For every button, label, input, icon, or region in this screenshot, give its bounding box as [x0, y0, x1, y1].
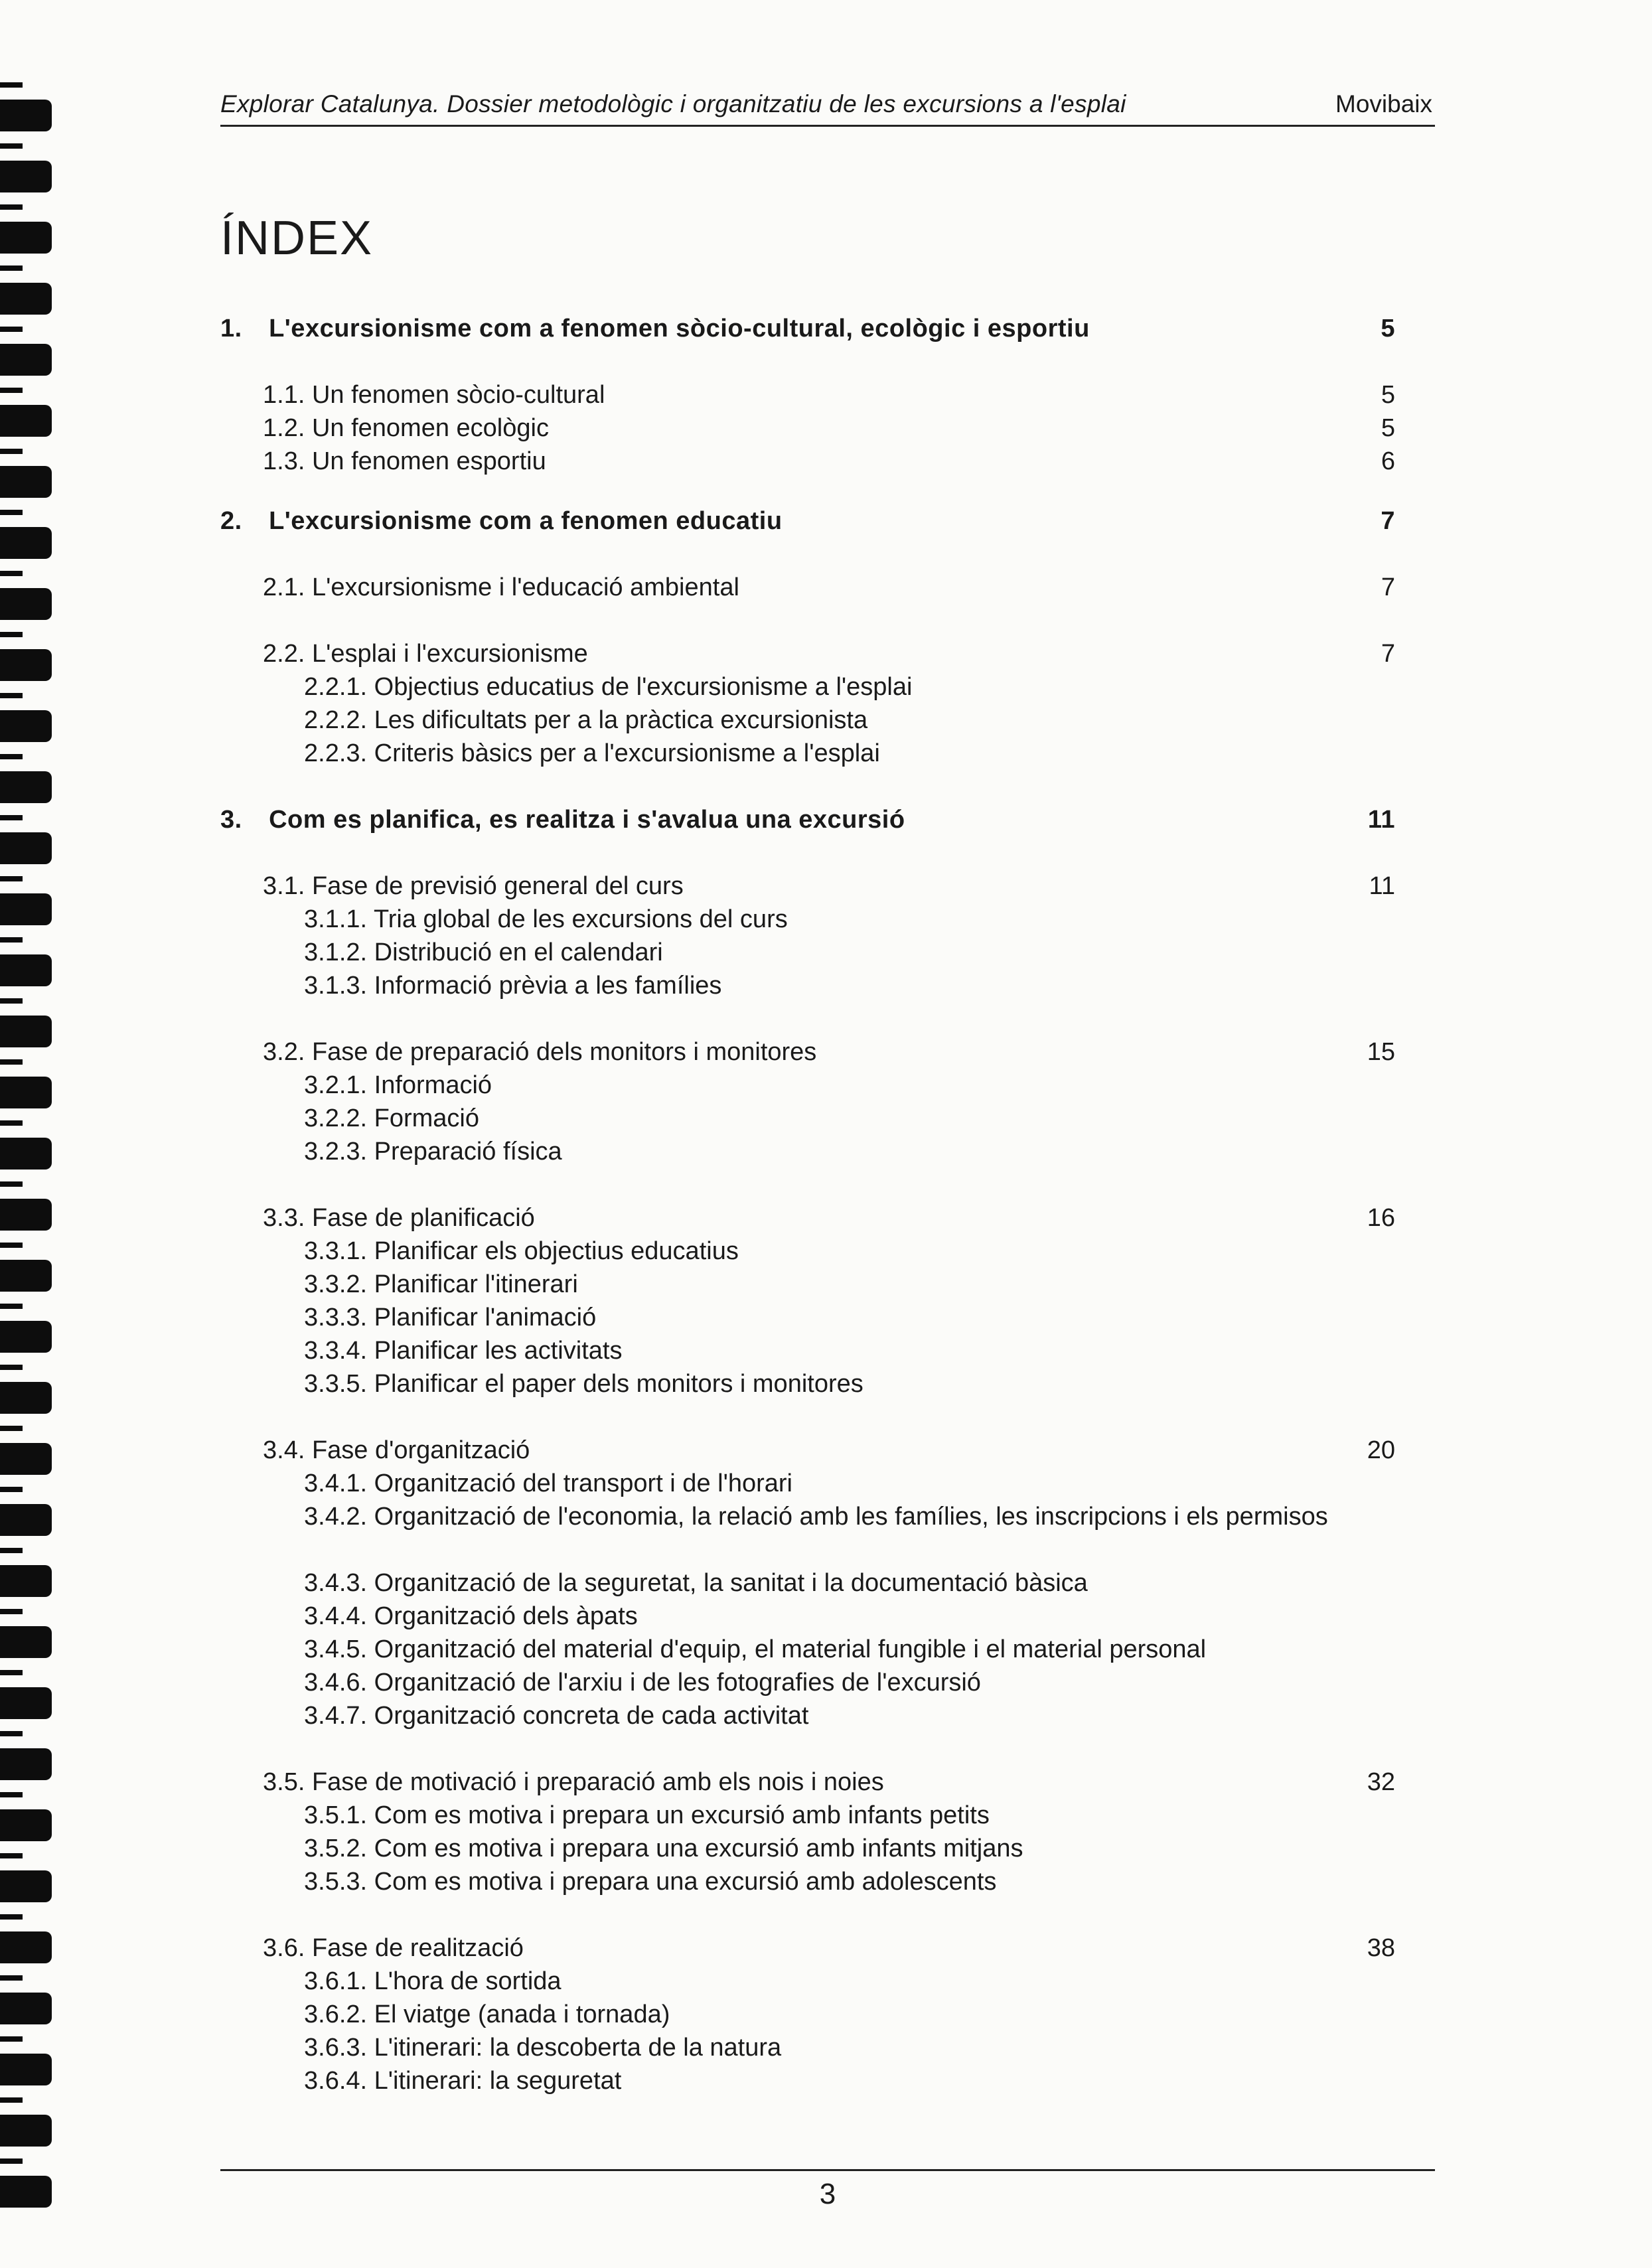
toc-entry-title: Planificar l'itinerari [374, 1270, 578, 1298]
toc-entry [220, 1865, 1375, 1898]
spiral-binding [0, 0, 60, 2268]
binding-ring [0, 1199, 52, 1231]
toc-entry [220, 1766, 1395, 1799]
toc-entry-title: Informació [374, 1071, 492, 1099]
toc-entry [220, 445, 1395, 478]
binding-ring [0, 161, 52, 192]
toc-entry-number: 3.3.5. [304, 1370, 368, 1398]
toc-entry-title: L'excursionisme com a fenomen educatiu [269, 507, 783, 535]
binding-ring [0, 527, 52, 559]
toc-entry [220, 803, 1395, 836]
binding-ring [0, 710, 52, 742]
binding-ring [0, 771, 52, 803]
toc-entry-title: Criteris bàsics per a l'excursionisme a l'esplai [374, 739, 880, 767]
toc-entry-number: 2.2.1. [304, 673, 368, 701]
toc-entry [220, 1699, 1375, 1732]
binding-ring [0, 1504, 52, 1536]
toc-entry [220, 903, 1375, 936]
binding-ring [0, 1138, 52, 1170]
toc-entry-title: Organització concreta de cada activitat [374, 1702, 809, 1730]
toc-entry-number: 3.4.6. [304, 1669, 368, 1697]
toc-entry-page: 7 [1381, 507, 1395, 535]
toc-entry-title: L'esplai i l'excursionisme [311, 640, 588, 668]
toc-entry [220, 1566, 1375, 1600]
binding-ring [0, 893, 52, 925]
toc-entry-number: 3.2.3. [304, 1138, 368, 1166]
toc-entry-title: Organització del transport i de l'horari [374, 1470, 792, 1497]
toc-entry-page: 11 [1369, 872, 1395, 900]
toc-entry-number: 2.2. [263, 640, 305, 668]
toc-entry [220, 637, 1395, 670]
toc-entry-title: Distribució en el calendari [374, 939, 663, 966]
toc-entry-title: Organització dels àpats [374, 1602, 638, 1630]
toc-entry [220, 1633, 1375, 1666]
page-title: ÍNDEX [220, 212, 374, 265]
toc-entry [220, 1998, 1375, 2031]
page-number: 3 [819, 2178, 836, 2210]
toc-entry-title: Com es planifica, es realitza i s'avalua una excursió [269, 806, 905, 834]
toc-entry-title: Com es motiva i prepara una excursió amb infants mitjans [374, 1835, 1023, 1862]
toc-entry [220, 2064, 1375, 2097]
toc-entry [220, 1334, 1375, 1367]
toc-entry-number: 2.1. [263, 573, 305, 601]
toc-entry-page: 11 [1367, 806, 1395, 834]
toc-entry-number: 3.2.2. [304, 1104, 368, 1132]
binding-ring [0, 1260, 52, 1292]
toc-entry-number: 3.2. [263, 1038, 305, 1066]
toc-entry-number: 3.5.3. [304, 1868, 368, 1896]
toc-entry [220, 1102, 1375, 1135]
toc-entry-number: 3.3.1. [304, 1237, 368, 1265]
toc-entry-title: El viatge (anada i tornada) [374, 2001, 670, 2028]
binding-ring [0, 2115, 52, 2147]
toc-entry-number: 3.6.2. [304, 2001, 368, 2028]
toc-entry-title: Com es motiva i prepara un excursió amb infants petits [374, 1801, 990, 1829]
toc-entry-number: 3.3.4. [304, 1337, 368, 1365]
toc-entry-number: 1. [220, 315, 242, 342]
toc-entry-number: 3.5.1. [304, 1801, 368, 1829]
toc-entry-number: 3.6.1. [304, 1967, 368, 1995]
toc-entry-number: 1.3. [263, 447, 305, 475]
toc-entry-page: 7 [1381, 640, 1395, 668]
toc-entry-title: Com es motiva i prepara una excursió amb adolescents [374, 1868, 997, 1896]
toc-entry-number: 3.6. [263, 1934, 305, 1962]
toc-entry-page: 20 [1367, 1436, 1395, 1464]
toc-entry [220, 1367, 1375, 1400]
toc-entry-number: 3.4.5. [304, 1635, 368, 1663]
toc-entry-title: Organització de l'arxiu i de les fotografies de l'excursió [374, 1669, 981, 1697]
toc-entry [220, 1201, 1395, 1235]
binding-ring [0, 1870, 52, 1902]
toc-entry [220, 1035, 1395, 1069]
toc-entry [220, 1069, 1375, 1102]
binding-ring [0, 1748, 52, 1780]
toc-entry [220, 1467, 1375, 1500]
toc-entry-title: Planificar l'animació [374, 1304, 597, 1331]
toc-entry [220, 312, 1395, 345]
toc-entry-number: 3.4.1. [304, 1470, 368, 1497]
toc-entry [220, 1931, 1395, 1965]
footer [220, 2169, 1435, 2210]
toc-entry-number: 3.3.3. [304, 1304, 368, 1331]
toc-entry-number: 1.1. [263, 381, 305, 409]
toc-entry-title: Fase de planificació [311, 1204, 535, 1232]
toc-entry-number: 3. [220, 806, 242, 834]
toc-entry-number: 3.2.1. [304, 1071, 368, 1099]
toc-entry-title: Planificar el paper dels monitors i monitores [374, 1370, 864, 1398]
toc-entry-title: Fase d'organització [311, 1436, 530, 1464]
toc-entry-title: Preparació física [374, 1138, 562, 1166]
toc-entry-page: 7 [1381, 573, 1395, 601]
toc-entry-title: Objectius educatius de l'excursionisme a l'esplai [374, 673, 913, 701]
toc-entry-number: 3.6.4. [304, 2067, 368, 2095]
binding-ring [0, 222, 52, 254]
binding-ring [0, 1382, 52, 1414]
toc-entry-number: 3.6.3. [304, 2034, 368, 2062]
running-header [220, 85, 1435, 127]
toc-entry-title: Planificar els objectius educatius [374, 1237, 739, 1265]
toc-entry-title: L'excursionisme com a fenomen sòcio-cultural, ecològic i esportiu [269, 315, 1090, 342]
toc-entry-number: 3.3.2. [304, 1270, 368, 1298]
toc-entry [220, 737, 1375, 770]
toc-entry-number: 2.2.2. [304, 706, 368, 734]
toc-entry [220, 1500, 1375, 1533]
binding-ring [0, 100, 52, 131]
toc-entry [220, 969, 1375, 1002]
binding-ring [0, 1016, 52, 1047]
binding-ring [0, 588, 52, 620]
toc-entry-number: 3.1. [263, 872, 305, 900]
binding-ring [0, 954, 52, 986]
binding-ring [0, 1443, 52, 1475]
toc-entry-page: 38 [1367, 1934, 1395, 1962]
binding-ring [0, 344, 52, 376]
binding-ring [0, 2176, 52, 2208]
binding-ring [0, 1993, 52, 2024]
toc-entry-number: 1.2. [263, 414, 305, 442]
toc-entry [220, 1965, 1375, 1998]
toc-entry-title: L'itinerari: la descoberta de la natura [374, 2034, 782, 2062]
toc-entry-number: 3.3. [263, 1204, 305, 1232]
binding-ring [0, 283, 52, 315]
toc-entry [220, 2031, 1375, 2064]
toc-entry-page: 16 [1367, 1204, 1395, 1232]
binding-ring [0, 649, 52, 681]
toc-entry-number: 2.2.3. [304, 739, 368, 767]
toc-entry-page: 6 [1381, 447, 1395, 475]
toc-entry-number: 3.4.7. [304, 1702, 368, 1730]
toc-entry-title: Fase de motivació i preparació amb els nois i noies [311, 1768, 884, 1796]
toc-entry-number: 2. [220, 507, 242, 535]
toc-entry-number: 3.4. [263, 1436, 305, 1464]
toc-entry-title: L'hora de sortida [374, 1967, 562, 1995]
toc-entry [220, 1832, 1375, 1865]
toc-entry [220, 1135, 1375, 1168]
toc-entry-number: 3.1.1. [304, 905, 368, 933]
binding-ring [0, 1931, 52, 1963]
binding-ring [0, 2054, 52, 2085]
toc-entry [220, 704, 1375, 737]
header-title: Explorar Catalunya. Dossier metodològic i organitzatiu de les excursions a l'esplai [220, 90, 1126, 117]
toc-entry-title: Fase de previsió general del curs [311, 872, 684, 900]
toc-entry-title: Un fenomen esportiu [311, 447, 546, 475]
toc-entry [220, 1799, 1375, 1832]
toc-entry [220, 670, 1375, 704]
toc-entry-page: 5 [1381, 315, 1395, 342]
toc-entry [220, 1666, 1375, 1699]
toc-entry-title: Fase de preparació dels monitors i monitores [311, 1038, 817, 1066]
binding-ring [0, 1687, 52, 1719]
toc-entry-title: Tria global de les excursions del curs [373, 905, 788, 933]
toc-entry-number: 3.5.2. [304, 1835, 368, 1862]
toc-entry-page: 5 [1381, 414, 1395, 442]
toc-entry-title: Un fenomen ecològic [311, 414, 549, 442]
toc-entry-number: 3.1.2. [304, 939, 368, 966]
toc-entry-page: 5 [1381, 381, 1395, 409]
binding-ring [0, 466, 52, 498]
toc-entry [220, 412, 1395, 445]
toc-entry [220, 378, 1395, 412]
toc-entry-page: 15 [1367, 1038, 1395, 1066]
toc-entry [220, 504, 1395, 538]
toc-entry [220, 936, 1375, 969]
toc-entry-title: Formació [374, 1104, 480, 1132]
toc-entry [220, 1434, 1395, 1467]
header-org: Movibaix [1335, 90, 1432, 117]
toc-entry-number: 3.4.2. [304, 1503, 368, 1531]
toc-entry-number: 3.4.3. [304, 1569, 368, 1597]
toc-entry-page: 32 [1367, 1768, 1395, 1796]
toc-entry-number: 3.5. [263, 1768, 305, 1796]
binding-ring [0, 1077, 52, 1108]
toc-entry-title: Organització de l'economia, la relació amb les famílies, les inscripcions i els permisos [374, 1503, 1328, 1531]
toc-entry [220, 1268, 1375, 1301]
toc-entry [220, 571, 1395, 604]
binding-ring [0, 405, 52, 437]
toc-entry-title: Planificar les activitats [374, 1337, 623, 1365]
toc-entry-title: Organització de la seguretat, la sanitat i la documentació bàsica [374, 1569, 1088, 1597]
toc-entry-title: Les dificultats per a la pràctica excursionista [374, 706, 868, 734]
toc-entry-number: 3.1.3. [304, 972, 368, 1000]
toc-entry-number: 3.4.4. [304, 1602, 368, 1630]
toc-entry-title: Informació prèvia a les famílies [374, 972, 722, 1000]
toc-entry-title: L'itinerari: la seguretat [374, 2067, 622, 2095]
binding-ring [0, 832, 52, 864]
binding-ring [0, 1626, 52, 1658]
binding-ring [0, 1565, 52, 1597]
toc-entry [220, 1235, 1375, 1268]
toc-entry [220, 1600, 1375, 1633]
toc-entry-title: Organització del material d'equip, el material fungible i el material personal [374, 1635, 1207, 1663]
toc-entry [220, 869, 1395, 903]
binding-ring [0, 1809, 52, 1841]
toc-entry [220, 1301, 1375, 1334]
toc-entry-title: Un fenomen sòcio-cultural [311, 381, 605, 409]
binding-ring [0, 1321, 52, 1353]
toc-entry-title: Fase de realització [311, 1934, 524, 1962]
toc-entry-title: L'excursionisme i l'educació ambiental [311, 573, 739, 601]
